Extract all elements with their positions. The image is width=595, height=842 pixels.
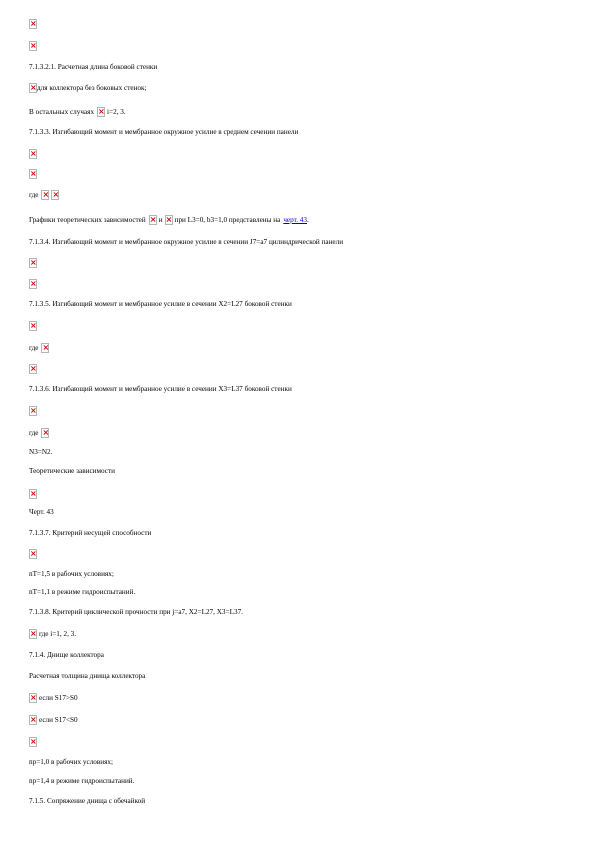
paragraph-text: при L3=0, b3=1,0 представлены на [174, 215, 281, 224]
broken-image-icon [29, 406, 37, 416]
paragraph [29, 448, 52, 457]
broken-image-icon [29, 364, 37, 374]
paragraph-text: np=1,0 в рабочих условиях; [29, 758, 114, 766]
heading-text: 7.1.3.4. Изгибающий момент и мембранное окружное усилие в сечении J7=a7 цилиндрической панели [29, 238, 344, 246]
section-heading [29, 238, 343, 247]
paragraph-text: nT=1,5 в рабочих условиях; [29, 570, 114, 578]
broken-image-icon [29, 321, 37, 331]
paragraph-text: где [29, 428, 39, 437]
paragraph-text: В остальных случаях [29, 107, 95, 116]
section-heading [29, 128, 298, 137]
paragraph-text: nT=1,1 в режиме гидроиспытаний. [29, 588, 136, 596]
formula-row [29, 279, 37, 289]
section-heading [29, 529, 151, 538]
broken-image-icon [41, 190, 49, 200]
chart-43-link[interactable]: черт. 43 [283, 215, 307, 224]
paragraph [29, 777, 134, 786]
section-heading [29, 63, 157, 72]
paragraph [29, 570, 114, 579]
section-heading [29, 608, 243, 617]
formula-row [29, 149, 37, 159]
figure-caption-text: Черт. 43 [29, 508, 54, 516]
broken-image-icon [41, 343, 49, 353]
paragraph [29, 428, 49, 438]
heading-text: 7.1.3.7. Критерий несущей способности [29, 529, 152, 537]
paragraph [29, 190, 59, 200]
broken-image-icon [29, 629, 37, 639]
formula-row [29, 364, 37, 374]
broken-image-icon [29, 41, 37, 51]
paragraph [29, 693, 78, 703]
paragraph-text: Графики теоретических зависимостей [29, 215, 146, 224]
paragraph [29, 588, 135, 597]
paragraph [29, 629, 76, 639]
section-heading [29, 385, 292, 394]
paragraph [29, 83, 146, 93]
paragraph-text: N3=N2. [29, 448, 53, 456]
heading-text: 7.1.3.6. Изгибающий момент и мембранное усилие в сечении X3=L37 боковой стенки [29, 385, 292, 393]
heading-text: 7.1.4. Днище коллектора [29, 651, 104, 659]
section-heading [29, 797, 145, 806]
broken-image-icon [29, 549, 37, 559]
broken-image-icon [149, 215, 157, 225]
broken-image-icon [29, 279, 37, 289]
broken-image-icon [29, 737, 37, 747]
heading-text: 7.1.3.8. Критерий циклической прочности при j=a7, X2=L27, X3=L37. [29, 608, 243, 616]
paragraph-text: где i=1, 2, 3. [39, 629, 77, 638]
paragraph [29, 343, 49, 353]
broken-image-icon [29, 258, 37, 268]
figure-title [29, 467, 115, 476]
broken-image-icon [41, 428, 49, 438]
paragraph [29, 715, 78, 725]
paragraph-text: где [29, 343, 39, 352]
paragraph-text: np=1,4 в режиме гидроиспытаний. [29, 777, 135, 785]
section-heading [29, 300, 292, 309]
figure-caption [29, 508, 54, 517]
figure-image [29, 489, 37, 499]
broken-image-icon [29, 489, 37, 499]
broken-image-icon [29, 693, 37, 703]
section-heading [29, 651, 104, 660]
paragraph-text: Расчетная толщина днища коллектора [29, 672, 146, 680]
paragraph [29, 672, 145, 681]
broken-image-icon [29, 83, 37, 93]
heading-text: 7.1.3.5. Изгибающий момент и мембранное усилие в сечении X2=L27 боковой стенки [29, 300, 292, 308]
formula-row [29, 169, 37, 179]
broken-image-icon [97, 107, 105, 117]
paragraph-text: если S17<S0 [39, 715, 78, 724]
formula-row [29, 19, 37, 29]
broken-image-icon [29, 149, 37, 159]
heading-text: 7.1.3.2.1. Расчетная длина боковой стенки [29, 63, 158, 71]
paragraph-text: . [307, 215, 309, 224]
paragraph [29, 758, 113, 767]
paragraph-text: и [158, 215, 163, 224]
broken-image-icon [29, 19, 37, 29]
formula-row [29, 549, 37, 559]
paragraph-text: для коллектора без боковых стенок; [37, 83, 147, 92]
paragraph-text: где [29, 190, 39, 199]
formula-row [29, 41, 37, 51]
broken-image-icon [51, 190, 59, 200]
formula-row [29, 258, 37, 268]
paragraph [29, 107, 126, 117]
paragraph-text: i=2, 3. [107, 107, 126, 116]
broken-image-icon [165, 215, 173, 225]
figure-title-text: Теоретические зависимости [29, 467, 115, 475]
broken-image-icon [29, 169, 37, 179]
formula-row [29, 737, 37, 747]
formula-row [29, 406, 37, 416]
paragraph [29, 215, 309, 225]
formula-row [29, 321, 37, 331]
paragraph-text: если S17>S0 [39, 693, 78, 702]
heading-text: 7.1.3.3. Изгибающий момент и мембранное окружное усилие в среднем сечении панели [29, 128, 299, 136]
broken-image-icon [29, 715, 37, 725]
heading-text: 7.1.5. Сопряжение днища с обечайкой [29, 797, 146, 805]
